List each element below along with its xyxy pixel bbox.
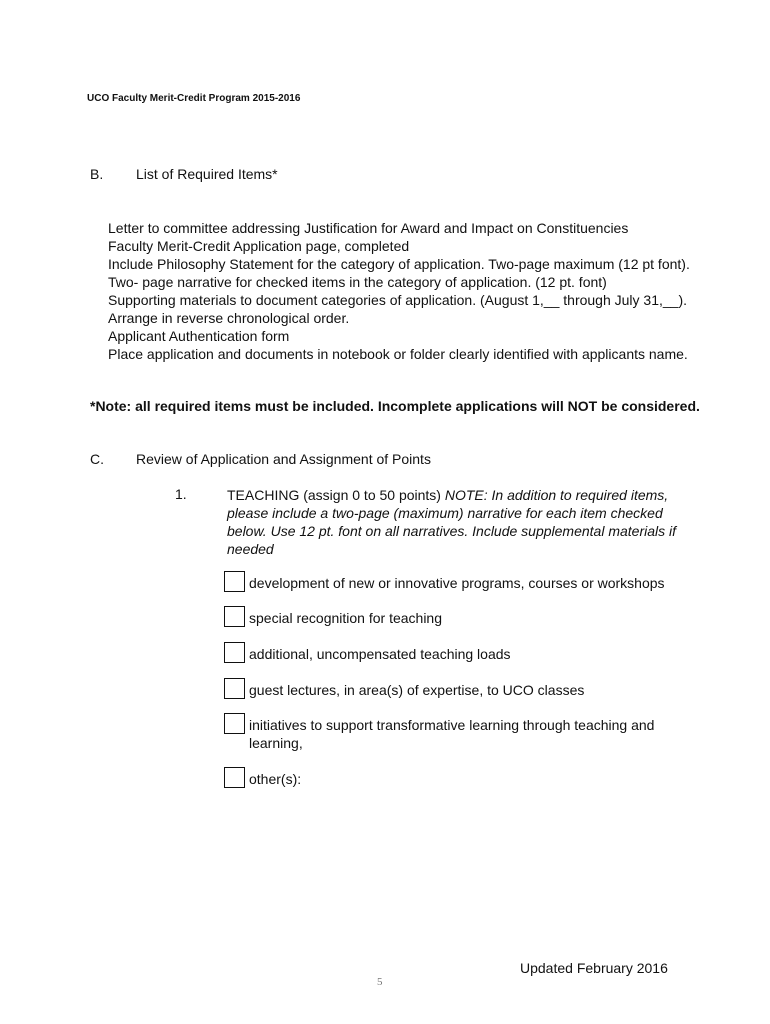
section-c-letter: C. — [90, 451, 104, 467]
checkbox-label: other(s): — [249, 771, 302, 787]
section-c-title: Review of Application and Assignment of Points — [136, 451, 431, 467]
updated-date: Updated February 2016 — [520, 960, 668, 976]
checkbox[interactable] — [224, 678, 245, 699]
required-items-note: *Note: all required items must be included. Incomplete applications will NOT be considered. — [90, 398, 700, 414]
document-header-title: UCO Faculty Merit-Credit Program 2015-2016 — [87, 93, 301, 104]
teaching-note: NOTE: In addition to required items, please include a two-page (maximum) narrative for each item checked below. Use 12 pt. font on all narratives. Include supplemental materials if needed — [227, 487, 677, 557]
required-item: Faculty Merit-Credit Application page, completed — [108, 238, 410, 254]
checkbox-label: special recognition for teaching — [249, 610, 443, 626]
teaching-heading: TEACHING (assign 0 to 50 points) — [227, 487, 445, 503]
teaching-checkbox-row[interactable] — [224, 716, 699, 752]
teaching-checkbox-row[interactable] — [224, 609, 699, 627]
checkbox-label: guest lectures, in area(s) of expertise, to UCO classes — [249, 682, 585, 698]
required-item: Supporting materials to document categories of application. (August 1,__ through July 31,__). Arrange in reverse chronological order. — [108, 292, 688, 326]
checkbox[interactable] — [224, 713, 245, 734]
checkbox-label: development of new or innovative programs, courses or workshops — [249, 575, 665, 591]
required-item: Letter to committee addressing Justification for Award and Impact on Constituencies — [108, 220, 629, 236]
teaching-checkbox-row[interactable] — [224, 770, 699, 788]
section-b-letter: B. — [90, 166, 104, 182]
section-b-title: List of Required Items* — [136, 166, 278, 182]
teaching-number: 1. — [175, 486, 187, 502]
checkbox[interactable] — [224, 606, 245, 627]
teaching-description — [227, 486, 677, 558]
required-item: Include Philosophy Statement for the category of application. Two-page maximum (12 pt font). — [108, 256, 690, 272]
checkbox-label: additional, uncompensated teaching loads — [249, 646, 511, 662]
checkbox[interactable] — [224, 571, 245, 592]
teaching-checkbox-row[interactable] — [224, 645, 699, 663]
required-item: Two- page narrative for checked items in the category of application. (12 pt. font) — [108, 274, 607, 290]
checkbox[interactable] — [224, 767, 245, 788]
checkbox[interactable] — [224, 642, 245, 663]
required-item: Applicant Authentication form — [108, 328, 290, 344]
checkbox-label: initiatives to support transformative learning through teaching and learning, — [249, 717, 655, 751]
required-item: Place application and documents in notebook or folder clearly identified with applicants name. — [108, 346, 688, 362]
teaching-checkbox-row[interactable] — [224, 574, 699, 592]
teaching-checkbox-row[interactable] — [224, 681, 699, 699]
required-items-list — [108, 219, 708, 363]
page-number: 5 — [377, 976, 383, 988]
